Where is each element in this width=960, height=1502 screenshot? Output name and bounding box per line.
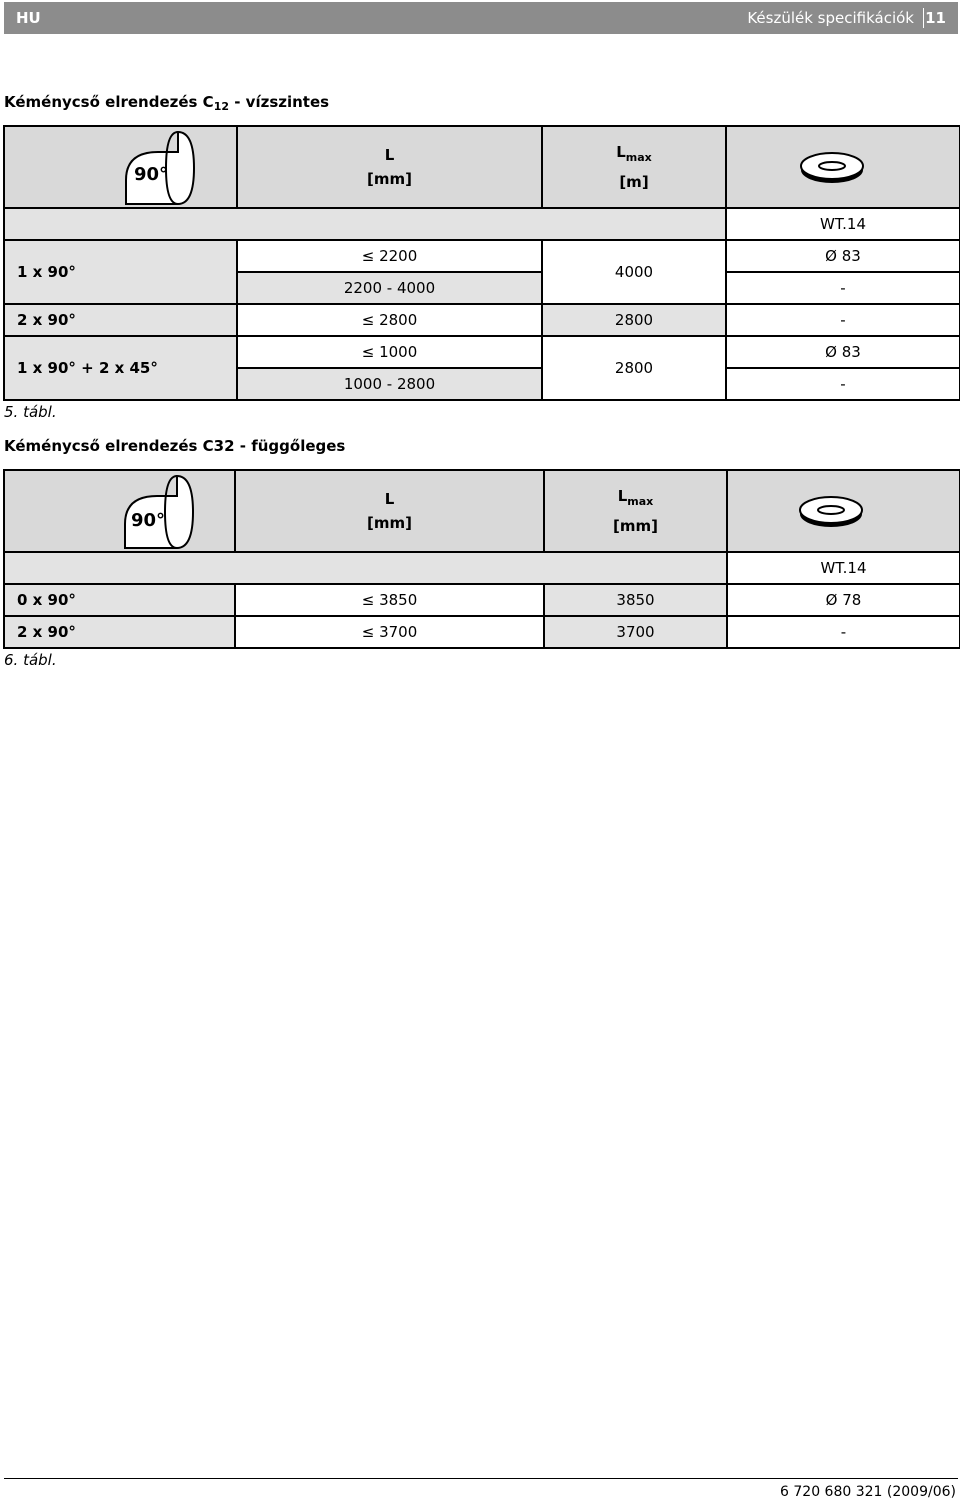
- cell-L: 1000 - 2800: [237, 368, 542, 400]
- cell-L: ≤ 3850: [235, 584, 544, 616]
- row-label: 0 x 90°: [4, 584, 235, 616]
- cell-Lmax: 2800: [542, 336, 726, 400]
- subheader-blank: [4, 208, 726, 240]
- row-label: 1 x 90° + 2 x 45°: [4, 336, 237, 400]
- elbow-header-cell: [4, 470, 235, 552]
- subheader-wt: WT.14: [726, 208, 960, 240]
- table1-caption: 5. tábl.: [4, 403, 57, 421]
- ring-header-cell: [726, 126, 960, 208]
- col-Lmax-header: $L_{max}$ [mm]: [544, 470, 727, 552]
- col-L-header: L [mm]: [237, 126, 542, 208]
- cell-diameter: -: [726, 304, 960, 336]
- cell-L: 2200 - 4000: [237, 272, 542, 304]
- cell-L: ≤ 3700: [235, 616, 544, 648]
- svg-text:90°: 90°: [130, 510, 165, 531]
- ring-icon: [798, 493, 864, 529]
- table-horizontal: [3, 125, 960, 401]
- footer-divider: [4, 1478, 958, 1479]
- subheader-wt: WT.14: [727, 552, 960, 584]
- section2-title: Kéménycső elrendezés C32 - függőleges: [4, 437, 346, 455]
- cell-diameter: -: [727, 616, 960, 648]
- cell-diameter: -: [726, 368, 960, 400]
- language-code: HU: [16, 9, 41, 27]
- row-label: 2 x 90°: [4, 304, 237, 336]
- ring-icon: [799, 149, 865, 185]
- cell-Lmax: 3850: [544, 584, 727, 616]
- page-number: 11: [925, 9, 946, 27]
- cell-Lmax: 4000: [542, 240, 726, 304]
- cell-diameter: -: [726, 272, 960, 304]
- section1-title: Kéménycső elrendezés $C_{12}$ - vízszintes: [4, 93, 330, 113]
- header-title: Készülék specifikációk: [747, 9, 914, 27]
- col-L-header: L [mm]: [235, 470, 544, 552]
- cell-L: ≤ 1000: [237, 336, 542, 368]
- cell-L: ≤ 2800: [237, 304, 542, 336]
- cell-L: ≤ 2200: [237, 240, 542, 272]
- header-separator: [923, 8, 924, 28]
- page-header: [4, 2, 958, 34]
- cell-diameter: Ø 83: [726, 240, 960, 272]
- elbow-header-cell: [4, 126, 237, 208]
- cell-Lmax: 2800: [542, 304, 726, 336]
- svg-text:90°: 90°: [133, 164, 168, 185]
- ring-header-cell: [727, 470, 960, 552]
- col-Lmax-header: $L_{max}$ [m]: [542, 126, 726, 208]
- cell-Lmax: 3700: [544, 616, 727, 648]
- table-vertical: [3, 469, 960, 649]
- elbow-icon: [46, 128, 196, 206]
- cell-diameter: Ø 78: [727, 584, 960, 616]
- row-label: 2 x 90°: [4, 616, 235, 648]
- cell-diameter: Ø 83: [726, 336, 960, 368]
- row-label: 1 x 90°: [4, 240, 237, 304]
- document-code: 6 720 680 321 (2009/06): [780, 1484, 956, 1500]
- elbow-icon: [45, 472, 195, 550]
- table2-caption: 6. tábl.: [4, 651, 57, 669]
- subheader-blank: [4, 552, 727, 584]
